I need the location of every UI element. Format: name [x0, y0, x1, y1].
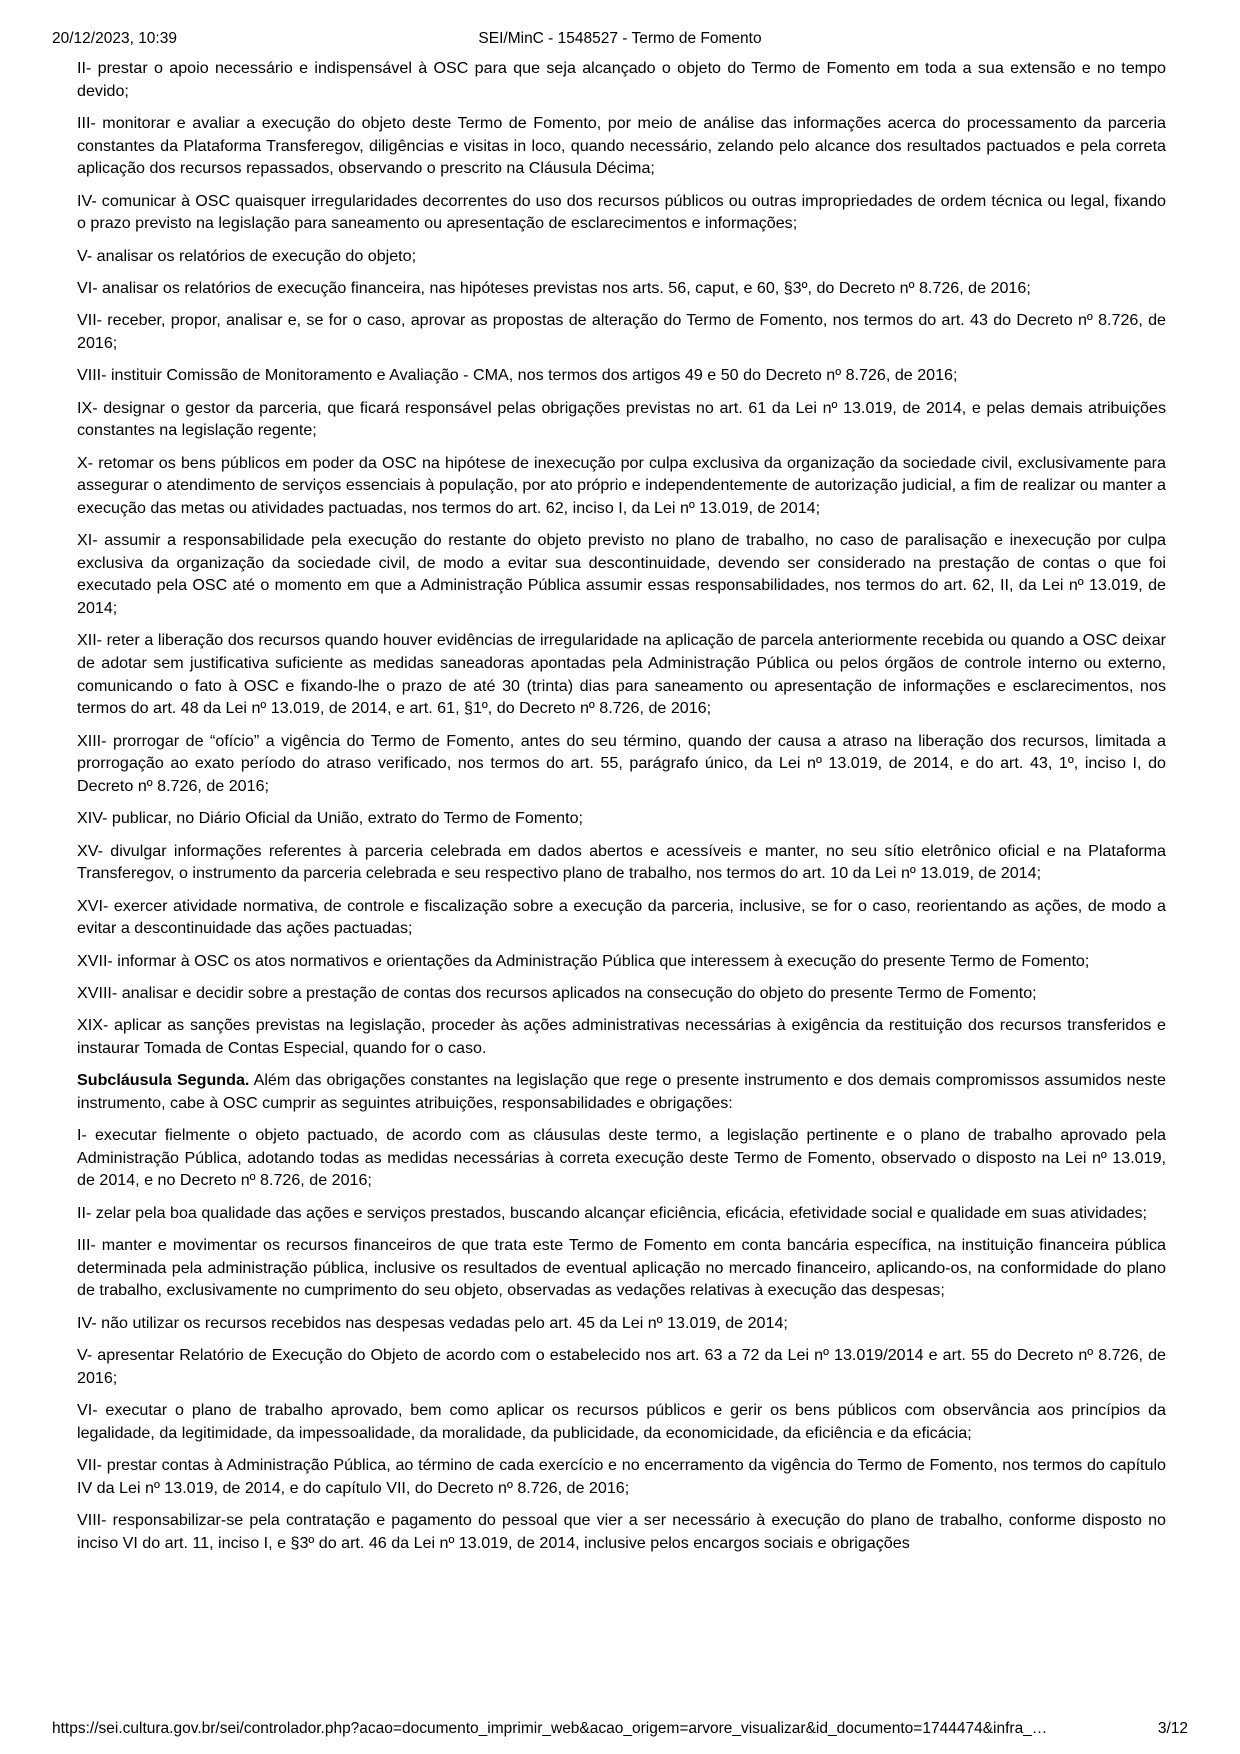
- paragraph: V- apresentar Relatório de Execução do Objeto de acordo com o estabelecido nos art. 63 a 72 da Lei nº 13.019/2014 e art. 55 do Decreto nº 8.726, de 2016;: [77, 1346, 1166, 1387]
- document-body: [77, 57, 1166, 1564]
- paragraph: XI- assumir a responsabilidade pela execução do restante do objeto previsto no plano de trabalho, no caso de paralisação e inexecução por culpa exclusiva da organização da sociedade civil, de modo a evitar sua descontinuidade, devendo ser considerado na prestação de contas o que foi executado pela OSC até o momento em que a Administração Pública assumir essas responsabilidades, nos termos do art. 62, II, da Lei nº 13.019, de 2014;: [77, 531, 1166, 618]
- paragraph: XV- divulgar informações referentes à parceria celebrada em dados abertos e acessíveis e manter, no seu sítio eletrônico oficial e na Plataforma Transferegov, o instrumento da parceria celebrada e seu respectivo plano de trabalho, nos termos do art. 10 da Lei nº 13.019, de 2014;: [77, 841, 1166, 883]
- print-datetime: 20/12/2023, 10:39: [52, 30, 177, 47]
- print-header: [52, 30, 1188, 50]
- paragraph: XVIII- analisar e decidir sobre a prestação de contas dos recursos aplicados na consecução do objeto do presente Termo de Fomento;: [77, 983, 1037, 1002]
- paragraph: XIX- aplicar as sanções previstas na legislação, proceder às ações administrativas necessárias à exigência da restituição dos recursos transferidos e instaurar Tomada de Contas Especial, quando for o caso.: [77, 1016, 1166, 1057]
- paragraph: III- monitorar e avaliar a execução do objeto deste Termo de Fomento, por meio de análise das informações acerca do processamento da parceria constantes da Plataforma Transferegov, diligências e visitas in loco, quando necessário, zelando pelo alcance dos resultados pactuados e pela correta aplicação dos recursos repassados, observando o prescrito na Cláusula Décima;: [77, 113, 1166, 178]
- print-footer: [52, 1720, 1188, 1740]
- print-url: https://sei.cultura.gov.br/sei/controlador.php?acao=documento_imprimir_web&acao_origem=arvore_visualizar&id_documento=1744474&infra_…: [52, 1720, 1048, 1737]
- paragraph: VI- analisar os relatórios de execução financeira, nas hipóteses previstas nos arts. 56, caput, e 60, §3º, do Decreto nº 8.726, de 2016;: [77, 278, 1031, 297]
- paragraph: VII- prestar contas à Administração Pública, ao término de cada exercício e no encerramento da vigência do Termo de Fomento, nos termos do capítulo IV da Lei nº 13.019, de 2014, e do capítulo VII, do Decreto nº 8.726, de 2016;: [77, 1456, 1166, 1497]
- paragraph: XIV- publicar, no Diário Oficial da União, extrato do Termo de Fomento;: [77, 809, 584, 828]
- paragraph: IV- comunicar à OSC quaisquer irregularidades decorrentes do uso dos recursos públicos ou outras impropriedades de ordem técnica ou legal, fixando o prazo previsto na legislação para saneamento ou apresentação de esclarecimentos e informações;: [77, 191, 1166, 233]
- subclause-text: Além das obrigações constantes na legislação que rege o presente instrumento e dos demais compromissos assumidos neste instrumento, cabe à OSC cumprir as seguintes atribuições, responsabilidades e obrigações:: [77, 1071, 1166, 1112]
- paragraph: III- manter e movimentar os recursos financeiros de que trata este Termo de Fomento em conta bancária específica, na instituição financeira pública determinada pela administração pública, inclusive os resultados de eventual aplicação no mercado financeiro, aplicando-os, na conformidade do plano de trabalho, exclusivamente no cumprimento do seu objeto, observadas as vedações relativas à execução das despesas;: [77, 1236, 1166, 1300]
- paragraph: XVII- informar à OSC os atos normativos e orientações da Administração Pública que interessem à execução do presente Termo de Fomento;: [77, 951, 1090, 970]
- paragraph: X- retomar os bens públicos em poder da OSC na hipótese de inexecução por culpa exclusiva da organização da sociedade civil, exclusivamente para assegurar o atendimento de serviços essenciais à população, por ato próprio e independentemente de autorização judicial, a fim de realizar ou manter a execução das metas ou atividades pactuadas, nos termos do art. 62, inciso I, da Lei nº 13.019, de 2014;: [77, 453, 1166, 517]
- paragraph: XII- reter a liberação dos recursos quando houver evidências de irregularidade na aplicação de parcela anteriormente recebida ou quando a OSC deixar de adotar sem justificativa suficiente as medidas saneadoras apontadas pela Administração Pública ou pelos órgãos de controle interno ou externo, comunicando o fato à OSC e fixando-lhe o prazo de até 30 (trinta) dias para saneamento ou apresentação de informações e esclarecimentos, nos termos do art. 48 da Lei nº 13.019, de 2014, e art. 61, §1º, do Decreto nº 8.726, de 2016;: [77, 631, 1166, 718]
- paragraph: VIII- responsabilizar-se pela contratação e pagamento do pessoal que vier a ser necessário à execução do plano de trabalho, conforme disposto no inciso VI do art. 11, inciso I, e §3º do art. 46 da Lei nº 13.019, de 2014, inclusive pelos encargos sociais e obrigações: [77, 1511, 1166, 1552]
- paragraph: VI- executar o plano de trabalho aprovado, bem como aplicar os recursos públicos e gerir os bens públicos com observância aos princípios da legalidade, da legitimidade, da impessoalidade, da moralidade, da publicidade, da economicidade, da eficiência e da eficácia;: [77, 1401, 1166, 1442]
- subclause-heading: Subcláusula Segunda.: [77, 1071, 250, 1090]
- paragraph: IV- não utilizar os recursos recebidos nas despesas vedadas pelo art. 45 da Lei nº 13.019, de 2014;: [77, 1313, 788, 1332]
- subclause-paragraph: [77, 1069, 1166, 1114]
- print-page-title: SEI/MinC - 1548527 - Termo de Fomento: [478, 30, 762, 47]
- paragraph: XIII- prorrogar de “ofício” a vigência do Termo de Fomento, antes do seu término, quando der causa a atraso na liberação dos recursos, limitada a prorrogação ao exato período do atraso verificado, nos termos do art. 55, parágrafo único, da Lei nº 13.019, de 2014, e do art. 43, 1º, inciso I, do Decreto nº 8.726, de 2016;: [77, 731, 1166, 795]
- paragraph: V- analisar os relatórios de execução do objeto;: [77, 246, 417, 265]
- paragraph: II- prestar o apoio necessário e indispensável à OSC para que seja alcançado o objeto do Termo de Fomento em toda a sua extensão e no tempo devido;: [77, 59, 1166, 100]
- paragraph: XVI- exercer atividade normativa, de controle e fiscalização sobre a execução da parceria, inclusive, se for o caso, reorientando as ações, de modo a evitar a descontinuidade das ações pactuadas;: [77, 896, 1166, 938]
- paragraph: I- executar fielmente o objeto pactuado, de acordo com as cláusulas deste termo, a legislação pertinente e o plano de trabalho aprovado pela Administração Pública, adotando todas as medidas necessárias à correta execução deste Termo de Fomento, observado o disposto na Lei nº 13.019, de 2014, e no Decreto nº 8.726, de 2016;: [77, 1126, 1166, 1190]
- paragraph: VIII- instituir Comissão de Monitoramento e Avaliação - CMA, nos termos dos artigos 49 e 50 do Decreto nº 8.726, de 2016;: [77, 366, 958, 385]
- paragraph: VII- receber, propor, analisar e, se for o caso, aprovar as propostas de alteração do Termo de Fomento, nos termos do art. 43 do Decreto nº 8.726, de 2016;: [77, 311, 1166, 352]
- paragraph: IX- designar o gestor da parceria, que ficará responsável pelas obrigações previstas no art. 61 da Lei nº 13.019, de 2014, e pelas demais atribuições constantes na legislação regente;: [77, 398, 1166, 440]
- paragraph: II- zelar pela boa qualidade das ações e serviços prestados, buscando alcançar eficiência, eficácia, efetividade social e qualidade em suas atividades;: [77, 1203, 1147, 1222]
- page-number: 3/12: [1157, 1720, 1188, 1737]
